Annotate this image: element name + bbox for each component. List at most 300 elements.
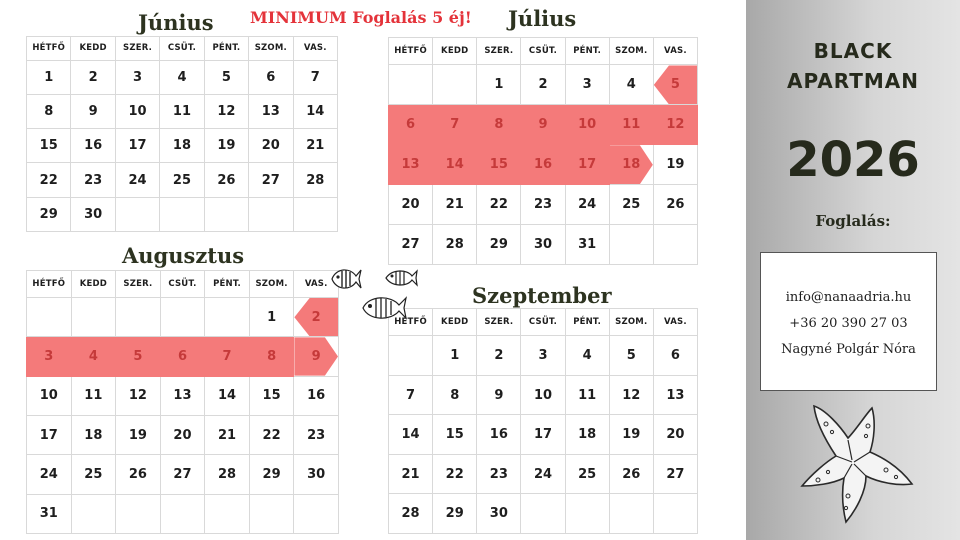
day-number: 18 xyxy=(578,427,597,443)
day-number: 11 xyxy=(84,388,103,404)
month-title-july: Július xyxy=(508,6,577,31)
day-number: 27 xyxy=(261,172,280,188)
day-cell[interactable] xyxy=(27,494,72,533)
weekday-header: PÉNT. xyxy=(565,38,609,65)
day-number: 3 xyxy=(582,77,592,93)
day-number: 3 xyxy=(133,69,143,85)
brand-name xyxy=(746,36,960,96)
empty-day-cell xyxy=(389,336,433,376)
empty-day-cell xyxy=(204,197,248,231)
day-number: 20 xyxy=(666,427,685,443)
day-cell[interactable] xyxy=(27,376,72,415)
day-cell[interactable] xyxy=(609,454,653,494)
day-number: 23 xyxy=(533,197,553,213)
week-row xyxy=(27,376,339,415)
day-number: 30 xyxy=(307,466,326,482)
day-number: 16 xyxy=(533,157,553,173)
day-number: 5 xyxy=(626,347,636,363)
day-cell[interactable] xyxy=(389,415,433,455)
weekday-header: CSÜT. xyxy=(160,271,205,298)
day-cell[interactable] xyxy=(71,163,115,197)
month-title-august: Augusztus xyxy=(122,243,245,268)
day-cell[interactable] xyxy=(294,337,339,376)
calendar-september xyxy=(388,308,698,534)
day-number: 23 xyxy=(489,466,508,482)
minimum-stay-notice: MINIMUM Foglalás 5 éj! xyxy=(250,8,472,27)
month-title-september: Szeptember xyxy=(472,283,612,308)
day-number: 12 xyxy=(666,117,685,133)
day-cell[interactable] xyxy=(609,415,653,455)
calendar-june xyxy=(26,36,338,232)
week-row xyxy=(27,163,338,197)
day-number: 11 xyxy=(172,103,192,119)
weekday-header: HÉTFŐ xyxy=(389,38,433,65)
day-cell[interactable] xyxy=(653,415,697,455)
week-row xyxy=(27,60,338,94)
day-cell[interactable] xyxy=(160,60,204,94)
day-number: 25 xyxy=(578,466,597,482)
day-number: 9 xyxy=(494,387,504,403)
week-row xyxy=(389,415,698,455)
empty-day-cell xyxy=(609,225,653,265)
day-number: 7 xyxy=(310,69,320,85)
day-number: 2 xyxy=(311,309,321,325)
day-number: 8 xyxy=(267,349,277,364)
day-cell[interactable] xyxy=(477,494,521,534)
day-cell[interactable] xyxy=(477,415,521,455)
day-cell[interactable] xyxy=(293,163,337,197)
day-cell[interactable] xyxy=(521,185,565,225)
week-row xyxy=(389,185,698,225)
day-number: 20 xyxy=(173,427,192,443)
day-cell[interactable] xyxy=(27,163,71,197)
weekday-header: VAS. xyxy=(653,38,697,65)
day-cell[interactable] xyxy=(565,145,609,185)
day-cell[interactable] xyxy=(71,455,116,494)
day-number: 15 xyxy=(39,138,58,154)
day-number: 19 xyxy=(217,138,236,154)
day-cell[interactable] xyxy=(71,415,116,454)
day-cell[interactable] xyxy=(565,225,609,265)
weekday-header: HÉTFŐ xyxy=(389,309,433,336)
week-row xyxy=(27,455,339,494)
day-cell[interactable] xyxy=(294,415,339,454)
day-cell[interactable] xyxy=(115,129,159,163)
day-cell[interactable] xyxy=(653,145,697,185)
weekday-header: PÉNT. xyxy=(204,37,248,61)
empty-day-cell xyxy=(249,197,293,231)
day-number: 13 xyxy=(401,157,420,173)
day-cell[interactable] xyxy=(116,337,161,376)
day-cell[interactable] xyxy=(433,494,477,534)
day-cell[interactable] xyxy=(249,337,294,376)
day-cell[interactable] xyxy=(71,129,115,163)
day-cell[interactable] xyxy=(609,65,653,105)
day-cell[interactable] xyxy=(609,336,653,376)
week-row xyxy=(27,197,338,231)
day-cell[interactable] xyxy=(204,94,248,128)
starfish-icon xyxy=(796,400,916,525)
day-cell[interactable] xyxy=(204,163,248,197)
day-cell[interactable] xyxy=(160,415,205,454)
day-number: 24 xyxy=(128,172,147,188)
empty-day-cell xyxy=(115,197,159,231)
day-number: 4 xyxy=(582,347,592,363)
day-cell[interactable] xyxy=(653,105,697,145)
empty-day-cell xyxy=(653,494,697,534)
day-cell[interactable] xyxy=(609,145,653,185)
day-number: 18 xyxy=(172,138,192,154)
day-number: 8 xyxy=(450,387,460,403)
week-row xyxy=(389,225,698,265)
brand-line-2: APARTMAN xyxy=(786,69,920,93)
weekday-header: CSÜT. xyxy=(521,309,565,336)
day-number: 16 xyxy=(489,427,508,443)
day-cell[interactable] xyxy=(389,375,433,415)
day-cell[interactable] xyxy=(653,185,697,225)
day-number: 28 xyxy=(217,466,237,482)
day-number: 29 xyxy=(489,237,508,253)
day-number: 21 xyxy=(306,138,325,154)
weekday-header: VAS. xyxy=(293,37,337,61)
day-cell[interactable] xyxy=(27,197,71,231)
day-cell[interactable] xyxy=(160,376,205,415)
day-cell[interactable] xyxy=(565,65,609,105)
day-cell[interactable] xyxy=(521,105,565,145)
day-cell[interactable] xyxy=(565,336,609,376)
day-cell[interactable] xyxy=(27,337,72,376)
day-cell[interactable] xyxy=(27,455,72,494)
weekday-header-row xyxy=(27,37,338,61)
day-cell[interactable] xyxy=(160,129,204,163)
day-number: 1 xyxy=(267,309,277,325)
day-number: 24 xyxy=(533,466,553,482)
day-number: 6 xyxy=(406,117,416,133)
day-number: 17 xyxy=(533,427,553,443)
day-number: 19 xyxy=(666,157,685,173)
day-number: 3 xyxy=(538,347,548,363)
day-number: 14 xyxy=(306,103,325,119)
day-number: 22 xyxy=(445,466,464,482)
day-cell[interactable] xyxy=(294,298,339,337)
day-number: 28 xyxy=(401,506,420,522)
day-cell[interactable] xyxy=(653,454,697,494)
day-cell[interactable] xyxy=(389,225,433,265)
day-number: 18 xyxy=(84,427,103,443)
day-number: 9 xyxy=(311,349,321,364)
day-number: 13 xyxy=(261,103,280,119)
day-number: 28 xyxy=(445,237,464,253)
day-cell[interactable] xyxy=(205,337,250,376)
day-cell[interactable] xyxy=(433,415,477,455)
day-number: 17 xyxy=(578,157,597,173)
day-cell[interactable] xyxy=(293,60,337,94)
day-cell[interactable] xyxy=(653,336,697,376)
day-cell[interactable] xyxy=(249,60,293,94)
day-cell[interactable] xyxy=(433,225,477,265)
day-number: 10 xyxy=(578,117,597,133)
day-cell[interactable] xyxy=(71,376,116,415)
day-cell[interactable] xyxy=(27,129,71,163)
fish-icon xyxy=(328,264,362,294)
day-cell[interactable] xyxy=(116,415,161,454)
day-cell[interactable] xyxy=(565,454,609,494)
empty-day-cell xyxy=(609,494,653,534)
week-row xyxy=(389,494,698,534)
day-number: 15 xyxy=(445,427,464,443)
weekday-header: KEDD xyxy=(71,271,116,298)
day-number: 15 xyxy=(262,388,281,404)
week-row xyxy=(27,129,338,163)
day-number: 21 xyxy=(401,466,420,482)
day-cell[interactable] xyxy=(389,454,433,494)
day-cell[interactable] xyxy=(294,376,339,415)
day-cell[interactable] xyxy=(249,94,293,128)
empty-day-cell xyxy=(565,494,609,534)
day-cell[interactable] xyxy=(204,60,248,94)
day-cell[interactable] xyxy=(609,375,653,415)
day-number: 10 xyxy=(533,387,553,403)
contact-email[interactable]: info@nanaadria.hu xyxy=(785,290,912,305)
day-number: 15 xyxy=(489,157,508,173)
day-cell[interactable] xyxy=(249,163,293,197)
day-number: 30 xyxy=(489,506,508,522)
day-cell[interactable] xyxy=(294,455,339,494)
weekday-header: SZOM. xyxy=(609,309,653,336)
empty-day-cell xyxy=(116,298,161,337)
day-cell[interactable] xyxy=(71,337,116,376)
day-number: 29 xyxy=(262,466,281,482)
day-cell[interactable] xyxy=(433,145,477,185)
day-number: 26 xyxy=(666,197,685,213)
weekday-header: HÉTFŐ xyxy=(27,37,71,61)
fish-icon xyxy=(359,292,409,324)
day-cell[interactable] xyxy=(477,185,521,225)
week-row xyxy=(27,337,339,376)
day-number: 8 xyxy=(44,103,54,119)
day-cell[interactable] xyxy=(521,145,565,185)
empty-day-cell xyxy=(160,494,205,533)
day-number: 9 xyxy=(88,103,98,119)
day-number: 14 xyxy=(401,427,420,443)
day-cell[interactable] xyxy=(205,415,250,454)
day-number: 23 xyxy=(84,172,103,188)
day-cell[interactable] xyxy=(205,376,250,415)
empty-day-cell xyxy=(433,65,477,105)
day-cell[interactable] xyxy=(115,60,159,94)
day-number: 26 xyxy=(217,172,236,188)
day-number: 27 xyxy=(401,237,420,253)
day-cell[interactable] xyxy=(27,415,72,454)
calendar-august xyxy=(26,270,339,534)
day-cell[interactable] xyxy=(160,163,204,197)
week-row xyxy=(27,415,339,454)
day-cell[interactable] xyxy=(433,375,477,415)
booking-label: Foglalás: xyxy=(815,212,891,230)
weekday-header: KEDD xyxy=(433,38,477,65)
day-cell[interactable] xyxy=(477,65,521,105)
day-number: 14 xyxy=(217,388,237,404)
day-number: 29 xyxy=(39,206,58,222)
day-number: 4 xyxy=(88,349,98,364)
day-cell[interactable] xyxy=(160,337,205,376)
day-number: 23 xyxy=(307,427,326,443)
day-cell[interactable] xyxy=(565,105,609,145)
day-cell[interactable] xyxy=(249,129,293,163)
weekday-header: CSÜT. xyxy=(521,38,565,65)
day-number: 30 xyxy=(533,237,553,253)
year-title: 2026 xyxy=(786,132,920,188)
day-cell[interactable] xyxy=(293,94,337,128)
weekday-header: SZER. xyxy=(115,37,159,61)
day-cell[interactable] xyxy=(71,197,115,231)
empty-day-cell xyxy=(205,298,250,337)
day-number: 16 xyxy=(307,388,326,404)
day-cell[interactable] xyxy=(521,454,565,494)
day-number: 25 xyxy=(622,197,641,213)
day-cell[interactable] xyxy=(565,375,609,415)
contact-phone[interactable]: +36 20 390 27 03 xyxy=(789,316,908,331)
day-number: 24 xyxy=(39,466,58,482)
day-number: 17 xyxy=(39,427,58,443)
day-cell[interactable] xyxy=(27,94,71,128)
day-number: 20 xyxy=(261,138,280,154)
day-cell[interactable] xyxy=(521,65,565,105)
empty-day-cell xyxy=(205,494,250,533)
day-number: 1 xyxy=(44,69,54,85)
day-cell[interactable] xyxy=(477,336,521,376)
day-cell[interactable] xyxy=(249,376,294,415)
day-number: 31 xyxy=(578,237,597,253)
day-number: 7 xyxy=(450,117,460,133)
day-number: 13 xyxy=(666,387,685,403)
day-cell[interactable] xyxy=(115,163,159,197)
day-cell[interactable] xyxy=(433,336,477,376)
day-number: 14 xyxy=(445,157,464,173)
week-row xyxy=(27,494,339,533)
empty-day-cell xyxy=(521,494,565,534)
day-cell[interactable] xyxy=(609,105,653,145)
day-number: 21 xyxy=(445,197,464,213)
week-row xyxy=(389,375,698,415)
day-cell[interactable] xyxy=(521,375,565,415)
week-row xyxy=(389,145,698,185)
day-cell[interactable] xyxy=(521,225,565,265)
day-cell[interactable] xyxy=(115,94,159,128)
day-number: 25 xyxy=(172,172,192,188)
empty-day-cell xyxy=(160,197,204,231)
day-cell[interactable] xyxy=(477,454,521,494)
empty-day-cell xyxy=(27,298,72,337)
weekday-header-row xyxy=(389,309,698,336)
day-number: 10 xyxy=(128,103,147,119)
empty-day-cell xyxy=(71,298,116,337)
day-number: 25 xyxy=(84,466,103,482)
day-cell[interactable] xyxy=(433,454,477,494)
day-number: 2 xyxy=(88,69,98,85)
day-cell[interactable] xyxy=(116,376,161,415)
day-cell[interactable] xyxy=(477,375,521,415)
day-number: 4 xyxy=(177,69,187,85)
day-cell[interactable] xyxy=(116,455,161,494)
empty-day-cell xyxy=(389,65,433,105)
empty-day-cell xyxy=(116,494,161,533)
day-number: 19 xyxy=(622,427,641,443)
day-cell[interactable] xyxy=(160,94,204,128)
day-number: 22 xyxy=(489,197,508,213)
day-cell[interactable] xyxy=(160,455,205,494)
weekday-header: CSÜT. xyxy=(160,37,204,61)
day-cell[interactable] xyxy=(71,60,115,94)
day-cell[interactable] xyxy=(205,455,250,494)
day-number: 13 xyxy=(173,388,192,404)
day-number: 30 xyxy=(84,206,103,222)
day-cell[interactable] xyxy=(653,65,697,105)
day-number: 29 xyxy=(445,506,464,522)
day-cell[interactable] xyxy=(204,129,248,163)
day-number: 26 xyxy=(128,466,147,482)
day-cell[interactable] xyxy=(389,494,433,534)
day-cell[interactable] xyxy=(609,185,653,225)
day-cell[interactable] xyxy=(565,185,609,225)
day-cell[interactable] xyxy=(521,415,565,455)
day-cell[interactable] xyxy=(389,105,433,145)
day-cell[interactable] xyxy=(293,129,337,163)
day-cell[interactable] xyxy=(249,415,294,454)
day-cell[interactable] xyxy=(71,94,115,128)
day-number: 12 xyxy=(128,388,147,404)
day-number: 21 xyxy=(217,427,237,443)
day-cell[interactable] xyxy=(249,298,294,337)
day-number: 18 xyxy=(622,157,641,173)
day-number: 9 xyxy=(538,117,548,133)
empty-day-cell xyxy=(294,494,339,533)
day-cell[interactable] xyxy=(433,185,477,225)
day-cell[interactable] xyxy=(565,415,609,455)
day-number: 5 xyxy=(221,69,231,85)
day-cell[interactable] xyxy=(477,145,521,185)
weekday-header-row xyxy=(389,38,698,65)
day-cell[interactable] xyxy=(477,225,521,265)
day-number: 17 xyxy=(128,138,147,154)
day-cell[interactable] xyxy=(389,185,433,225)
day-number: 24 xyxy=(578,197,597,213)
day-number: 5 xyxy=(670,77,680,93)
empty-day-cell xyxy=(293,197,337,231)
day-number: 7 xyxy=(222,349,232,364)
day-number: 1 xyxy=(494,77,504,93)
day-cell[interactable] xyxy=(389,145,433,185)
weekday-header: SZOM. xyxy=(609,38,653,65)
day-cell[interactable] xyxy=(653,375,697,415)
empty-day-cell xyxy=(249,494,294,533)
day-cell[interactable] xyxy=(249,455,294,494)
contact-box xyxy=(760,252,937,391)
weekday-header: PÉNT. xyxy=(205,271,250,298)
day-cell[interactable] xyxy=(433,105,477,145)
day-cell[interactable] xyxy=(27,60,71,94)
day-number: 6 xyxy=(266,69,276,85)
day-cell[interactable] xyxy=(477,105,521,145)
day-number: 11 xyxy=(622,117,641,133)
weekday-header: PÉNT. xyxy=(565,309,609,336)
week-row xyxy=(389,65,698,105)
day-number: 12 xyxy=(622,387,641,403)
day-cell[interactable] xyxy=(521,336,565,376)
day-number: 7 xyxy=(406,387,416,403)
brand-line-1: BLACK xyxy=(813,39,893,63)
weekday-header: VAS. xyxy=(294,271,339,298)
